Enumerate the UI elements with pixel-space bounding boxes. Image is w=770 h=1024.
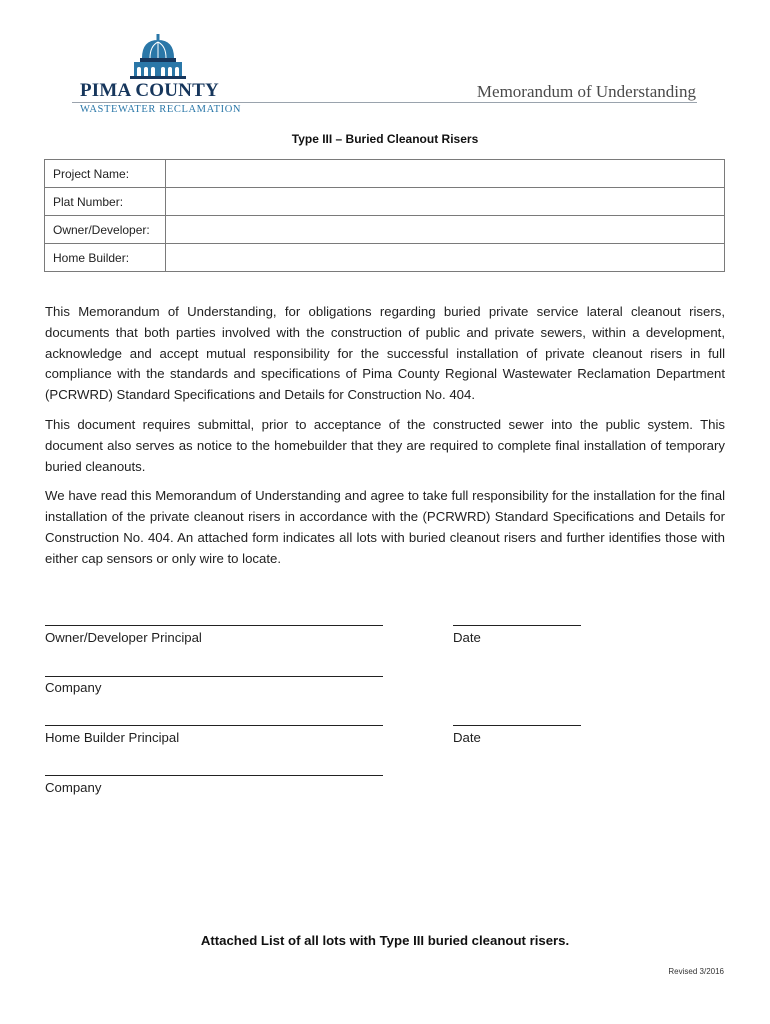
owner-company-line[interactable] <box>45 676 383 677</box>
body-paragraph-2: This document requires submittal, prior to acceptance of the constructed sewer into the public system. This document also serves as notice to the homebuilder that they are required to complete final installation of temporary buried cleanouts. <box>45 416 725 474</box>
home-builder-field[interactable] <box>166 244 725 272</box>
courthouse-dome-icon <box>128 34 188 80</box>
pima-county-logo <box>72 30 242 120</box>
home-builder-label: Home Builder: <box>45 244 166 272</box>
table-row <box>45 160 725 188</box>
revision-date: Revised 3/2016 <box>668 967 724 976</box>
table-row <box>45 216 725 244</box>
document-type-heading: Memorandum of Understanding <box>476 82 696 101</box>
org-name: PIMA COUNTY <box>80 80 219 101</box>
header-divider <box>72 102 697 103</box>
owner-date-label: Date <box>453 630 481 645</box>
owner-principal-label: Owner/Developer Principal <box>45 630 202 645</box>
builder-company-label: Company <box>45 780 102 795</box>
builder-date-line[interactable] <box>453 725 581 726</box>
builder-principal-label: Home Builder Principal <box>45 730 180 745</box>
project-name-field[interactable] <box>166 160 725 188</box>
table-row <box>45 188 725 216</box>
body-paragraph-3: We have read this Memorandum of Understanding and agree to take full responsibility for the installation for the final installation of the private cleanout risers in accordance with the (PCRWRD) Standard Specifications and Details for Construction No. 404. An attached form indicates all lots with buried cleanout risers and further identifies those with either cap sensors or only wire to locate. <box>45 488 725 566</box>
org-department: WASTEWATER RECLAMATION <box>80 104 242 115</box>
attached-list-note: Attached List of all lots with Type III buried cleanout risers. <box>200 933 570 948</box>
plat-number-field[interactable] <box>166 188 725 216</box>
plat-number-label: Plat Number: <box>45 188 166 216</box>
owner-company-label: Company <box>45 680 102 695</box>
project-name-label: Project Name: <box>45 160 166 188</box>
builder-principal-signature-line[interactable] <box>45 725 383 726</box>
memorandum-body <box>45 302 725 579</box>
body-paragraph-1: This Memorandum of Understanding, for obligations regarding buried private service lateral cleanout risers, documents that both parties involved with the construction of public and private sewers, within a development, acknowledge and accept mutual responsibility for the successful installation of private cleanout risers in full compliance with the standards and specifications of Pima County Regional Wastewater Reclamation Department (PCRWRD) Standard Specifications and Details for Construction No. 404. <box>45 304 725 403</box>
owner-developer-field[interactable] <box>166 216 725 244</box>
table-row <box>45 244 725 272</box>
owner-date-line[interactable] <box>453 625 581 626</box>
owner-principal-signature-line[interactable] <box>45 625 383 626</box>
form-title: Type III – Buried Cleanout Risers <box>291 132 479 146</box>
owner-developer-label: Owner/Developer: <box>45 216 166 244</box>
builder-company-line[interactable] <box>45 775 383 776</box>
project-info-table <box>44 159 725 272</box>
builder-date-label: Date <box>453 730 481 745</box>
